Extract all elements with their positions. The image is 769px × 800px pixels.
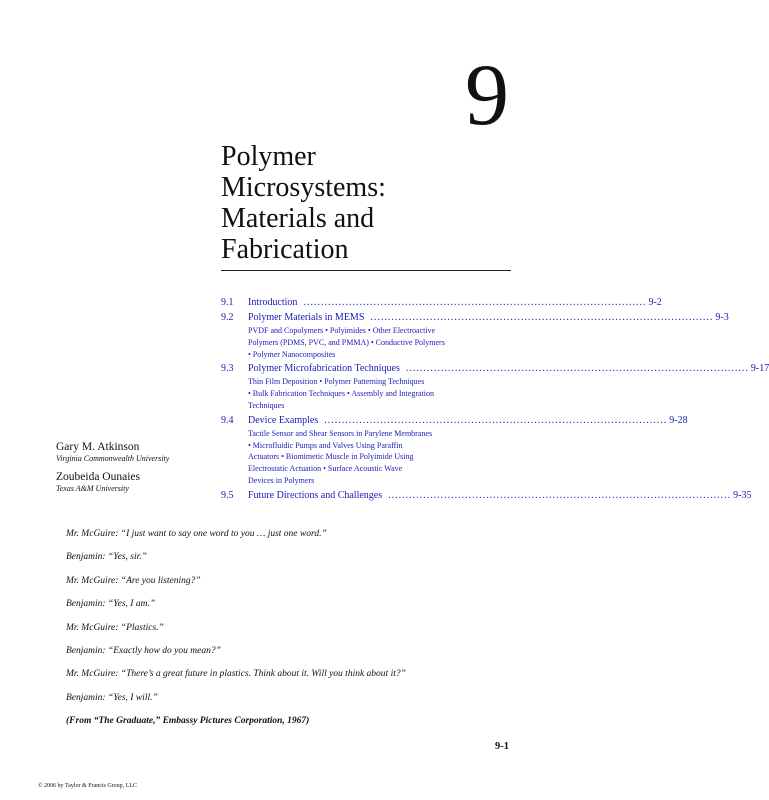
epigraph-line: Mr. McGuire: “There’s a great future in plastics. Think about it. Will you think about it?” [66, 669, 406, 680]
chapter-number: 9 [465, 47, 509, 144]
epigraph [66, 528, 516, 739]
toc-entry-device-examples[interactable] [221, 414, 688, 487]
epigraph-line: Benjamin: “Yes, sir.” [66, 552, 147, 563]
toc-page-number[interactable]: 9-17 [750, 363, 769, 375]
toc-dot-leader: .................................................................................................. [388, 489, 732, 501]
toc-section-title[interactable]: Polymer Microfabrication Techniques [248, 363, 400, 375]
author-block [56, 440, 216, 500]
author-affiliation: Virginia Commonwealth University [56, 454, 170, 463]
toc-section-title[interactable]: Polymer Materials in MEMS [248, 312, 365, 323]
chapter-title-line: Microsystems: [221, 172, 386, 203]
author [56, 440, 216, 464]
toc-subsection-line[interactable]: Thin Film Deposition • Polymer Patterning Techniques [248, 377, 425, 387]
toc-subsections [248, 325, 511, 360]
epigraph-line: Mr. McGuire: “I just want to say one word to you … just one word.” [66, 529, 327, 539]
chapter-title-line: Materials and [221, 203, 375, 234]
epigraph-line: Benjamin: “Exactly how do you mean?” [66, 645, 221, 656]
toc-dot-leader: .................................................................................................. [370, 312, 714, 323]
chapter-title-line: Fabrication [221, 234, 349, 265]
toc-section-title[interactable]: Device Examples [248, 414, 319, 426]
toc-dot-leader: .................................................................................................. [405, 363, 749, 375]
toc-section-title[interactable]: Introduction [248, 297, 298, 308]
toc-subsection-line[interactable]: Techniques [248, 400, 285, 410]
toc-subsection-line[interactable]: Polymers (PDMS, PVC, and PMMA) • Conductive Polymers [248, 337, 445, 347]
toc-subsection-line[interactable]: • Polymer Nanocomposites [248, 349, 336, 359]
author-name: Zoubeida Ounaies [56, 471, 140, 483]
toc-page-number[interactable]: 9-35 [733, 489, 752, 501]
toc-subsection-line[interactable]: PVDF and Copolymers • Polyimides • Other Electroactive [248, 326, 436, 335]
toc-subsection-line[interactable]: Tactile Sensor and Shear Sensors in Parylene Membranes [248, 428, 433, 438]
toc-subsection-line[interactable]: Electrostatic Actuation • Surface Acoustic Wave [248, 464, 403, 474]
toc-entry-polymer-materials[interactable] [221, 311, 729, 360]
toc-section-number: 9.5 [221, 489, 234, 501]
toc-dot-leader: .................................................................................................. [303, 297, 647, 308]
toc-page-number[interactable]: 9-3 [715, 312, 729, 323]
epigraph-line: Mr. McGuire: “Are you listening?” [66, 575, 201, 586]
toc-section-number: 9.3 [221, 363, 234, 375]
toc-subsection-line[interactable]: • Bulk Fabrication Techniques • Assembly and Integration [248, 389, 434, 399]
toc-entry-introduction[interactable] [221, 296, 662, 309]
author-affiliation: Texas A&M University [56, 484, 129, 493]
page-number: 9-1 [495, 741, 509, 752]
toc-section-number: 9.4 [221, 414, 234, 426]
epigraph-line: Benjamin: “Yes, I will.” [66, 692, 158, 703]
chapter-title [221, 141, 511, 265]
epigraph-line: Mr. McGuire: “Plastics.” [66, 622, 164, 633]
table-of-contents [221, 296, 769, 504]
toc-subsection-line[interactable]: Devices in Polymers [248, 475, 315, 485]
toc-page-number[interactable]: 9-2 [648, 297, 662, 308]
toc-entry-microfabrication[interactable] [221, 362, 769, 411]
epigraph-line: Benjamin: “Yes, I am.” [66, 599, 156, 610]
toc-subsections [248, 428, 511, 487]
toc-subsection-line[interactable]: Actuators • Biomimetic Muscle in Polyimide Using [248, 452, 414, 462]
toc-subsections [248, 376, 511, 411]
copyright-notice: © 2006 by Taylor & Francis Group, LLC [38, 783, 138, 789]
toc-section-number: 9.1 [221, 297, 234, 308]
epigraph-source: (From “The Graduate,” Embassy Pictures Corporation, 1967) [66, 716, 310, 727]
toc-page-number[interactable]: 9-28 [669, 414, 688, 426]
author [56, 470, 216, 494]
toc-entry-future-directions[interactable] [221, 489, 752, 502]
toc-section-title[interactable]: Future Directions and Challenges [248, 489, 383, 501]
title-divider [221, 270, 511, 271]
chapter-title-line: Polymer [221, 141, 316, 172]
toc-section-number: 9.2 [221, 312, 234, 323]
toc-dot-leader: .................................................................................................. [324, 414, 668, 426]
author-name: Gary M. Atkinson [56, 441, 140, 453]
toc-subsection-line[interactable]: • Microfluidic Pumps and Valves Using Paraffin [248, 440, 403, 450]
